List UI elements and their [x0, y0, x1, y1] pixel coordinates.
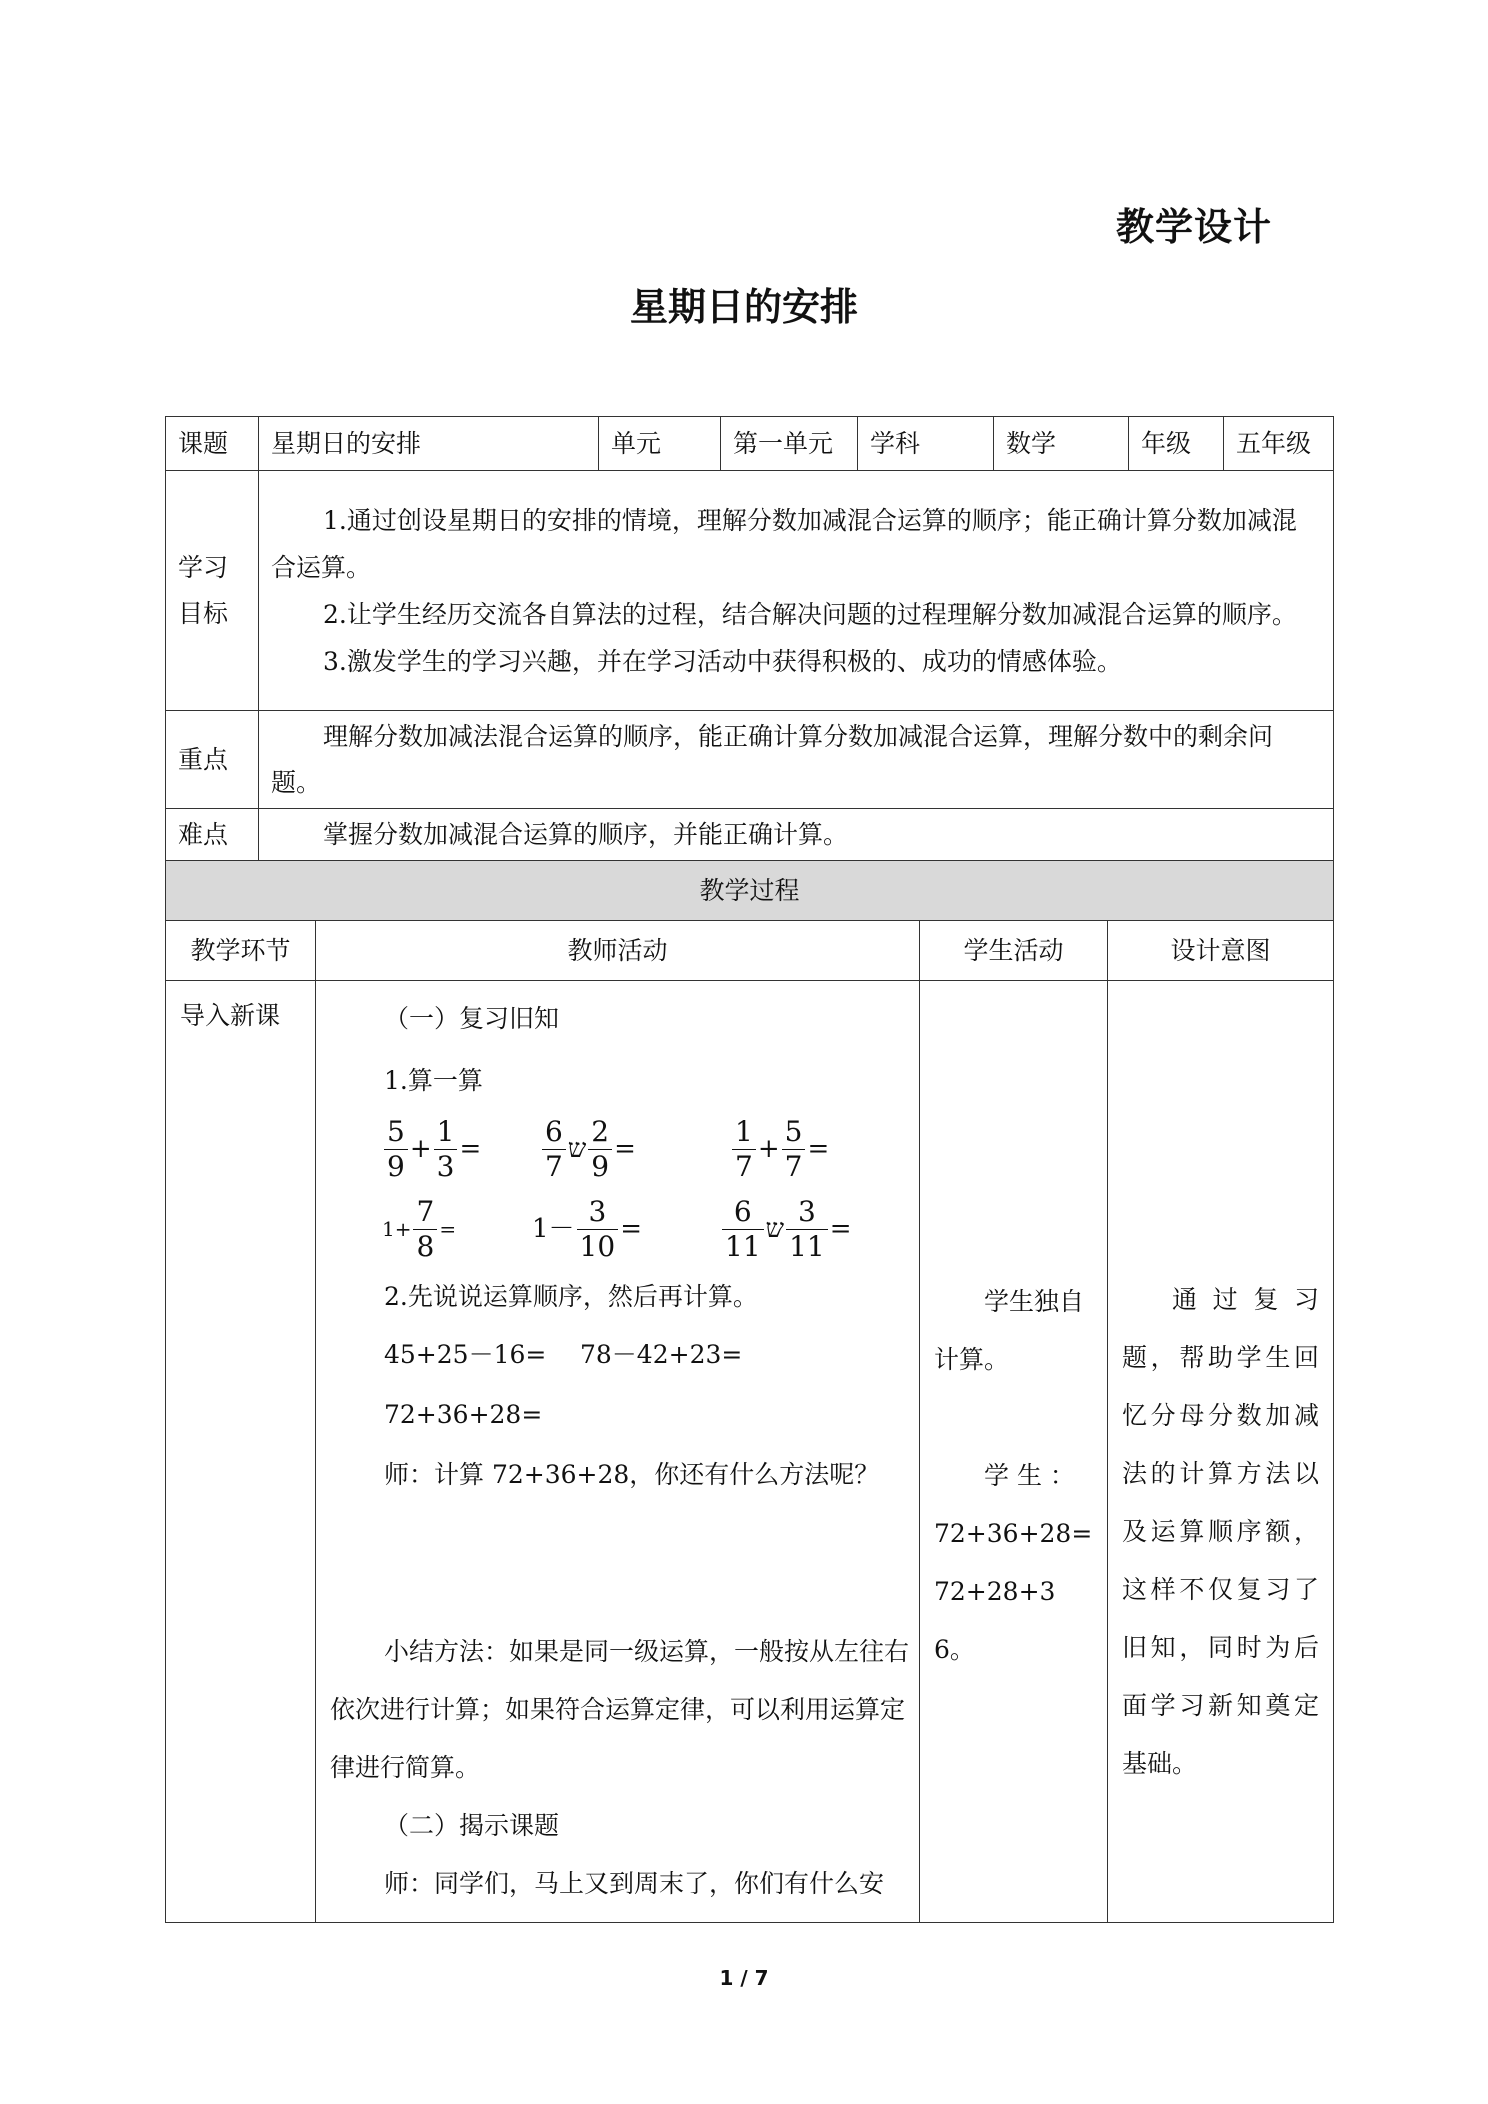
- fraction-row-2: [330, 1189, 909, 1269]
- goal-1: 1.通过创设星期日的安排的情境，理解分数加减混合运算的顺序；能正确计算分数加减混合运算。: [271, 505, 1297, 582]
- review-heading: （一）复习旧知: [384, 1004, 560, 1033]
- fraction-row-1: [330, 1109, 909, 1189]
- topic-label: 课题: [166, 417, 259, 471]
- student-activity: 学生独自计算。 学 生 ： 72+36+28=72+28+36。: [920, 981, 1108, 1923]
- question: 师：计算 72+36+28，你还有什么方法呢？: [384, 1460, 880, 1489]
- goals-content: [259, 471, 1334, 711]
- grade-label: 年级: [1129, 417, 1224, 471]
- reveal-text: 师：同学们，马上又到周末了，你们有什么安: [384, 1869, 885, 1898]
- fraction-expr-2: $\frac{6}{7}$ ש $\frac{2}{9}$ =: [540, 1115, 730, 1184]
- item-2: 2.先说说运算顺序，然后再计算。: [384, 1282, 758, 1311]
- grade-value: 五年级: [1224, 417, 1334, 471]
- item-1: 1.算一算: [384, 1066, 483, 1095]
- fraction-expr-5: 1－ $\frac{3}{10}$ =: [532, 1194, 642, 1263]
- subject-value: 数学: [994, 417, 1129, 471]
- teacher-activity: [316, 981, 920, 1923]
- header-student: 学生活动: [920, 921, 1108, 981]
- header-teacher: 教师活动: [316, 921, 920, 981]
- expr-row: [330, 1325, 909, 1385]
- lesson-title: 星期日的安排: [629, 285, 858, 329]
- stage-cell: 导入新课: [166, 981, 316, 1923]
- unit-label: 单元: [599, 417, 721, 471]
- fraction-expr-3: $\frac{1}{7}$ + $\frac{5}{7}$ =: [730, 1115, 829, 1184]
- info-table: [165, 416, 1334, 861]
- key-content: 理解分数加减法混合运算的顺序，能正确计算分数加减混合运算，理解分数中的剩余问题。: [259, 711, 1334, 809]
- expr-1: 45+25－16=: [384, 1340, 547, 1369]
- goals-label: 学习目标: [166, 471, 259, 711]
- fraction-expr-6: $\frac{6}{11}$ ש $\frac{3}{11}$ =: [720, 1195, 852, 1264]
- difficulty-content: 掌握分数加减混合运算的顺序，并能正确计算。: [259, 809, 1334, 861]
- expr-3: 72+36+28=: [384, 1400, 543, 1429]
- goal-3: 3.激发学生的学习兴趣，并在学习活动中获得积极的、成功的情感体验。: [323, 646, 1122, 676]
- header-intent: 设计意图: [1108, 921, 1334, 981]
- header-stage: 教学环节: [166, 921, 316, 981]
- key-label: 重点: [166, 711, 259, 809]
- process-title: 教学过程: [166, 861, 1334, 921]
- difficulty-label: 难点: [166, 809, 259, 861]
- topic-value: 星期日的安排: [259, 417, 599, 471]
- process-table: [165, 860, 1334, 1923]
- fraction-expr-4: 1+ $\frac{7}{8}$ =: [382, 1194, 457, 1263]
- goal-2: 2.让学生经历交流各自算法的过程，结合解决问题的过程理解分数加减混合运算的顺序。: [323, 599, 1297, 629]
- design-intent: 通过复习题，帮助学生回忆分母分数加减法的计算方法以及运算顺序额，这样不仅复习了旧知，同时为后面学习新知奠定基础。: [1108, 981, 1334, 1923]
- subject-label: 学科: [858, 417, 994, 471]
- expr-2: 78－42+23=: [580, 1340, 743, 1369]
- reveal-heading: （二）揭示课题: [384, 1811, 560, 1840]
- page-number: 1 / 7: [719, 1966, 769, 1990]
- unit-value: 第一单元: [721, 417, 858, 471]
- summary: 小结方法：如果是同一级运算，一般按从左往右依次进行计算；如果符合运算定律，可以利用运算定律进行简算。: [330, 1637, 910, 1782]
- fraction-expr-1: $\frac{5}{9}$ + $\frac{1}{3}$ =: [382, 1115, 540, 1184]
- document-type-title: 教学设计: [1115, 205, 1272, 249]
